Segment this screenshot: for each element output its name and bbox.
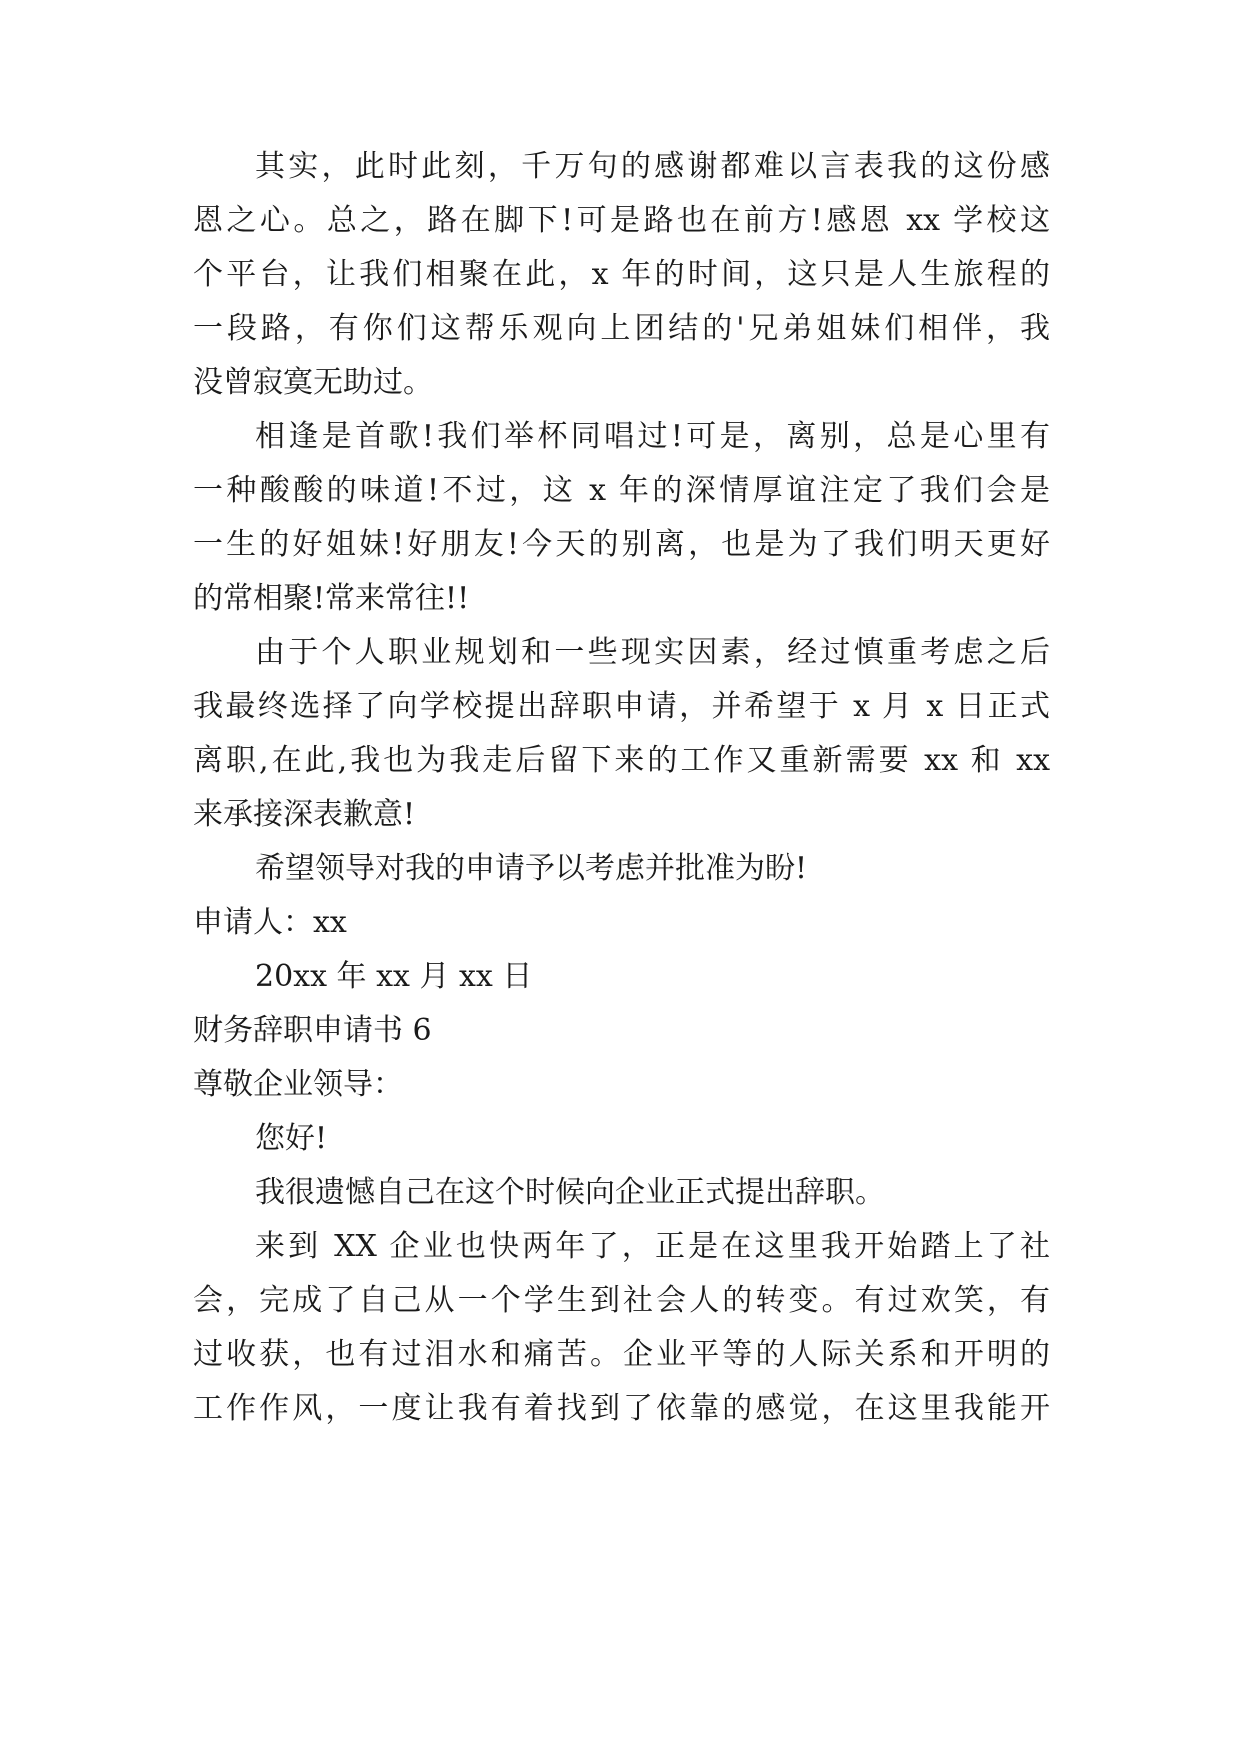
paragraph-line: 来到 XX 企业也快两年了，正是在这里我开始踏上了社 [255, 1229, 1050, 1264]
paragraph-line: 其实，此时此刻，千万句的感谢都难以言表我的这份感 [255, 149, 1050, 184]
applicant-line: 申请人：xx [193, 905, 347, 940]
paragraph-line: 过收获，也有过泪水和痛苦。企业平等的人际关系和开明的 [193, 1337, 1050, 1372]
paragraph-line: 由于个人职业规划和一些现实因素，经过慎重考虑之后 [255, 635, 1050, 670]
paragraph-line: 工作作风，一度让我有着找到了依靠的感觉，在这里我能开 [193, 1391, 1050, 1426]
paragraph-line: 来承接深表歉意! [193, 797, 416, 832]
paragraph-line: 一生的好姐妹!好朋友!今天的别离，也是为了我们明天更好 [193, 527, 1050, 562]
document-title: 财务辞职申请书 6 [193, 1013, 432, 1048]
paragraph-line: 会，完成了自己从一个学生到社会人的转变。有过欢笑，有 [193, 1283, 1050, 1318]
paragraph-line: 恩之心。总之，路在脚下!可是路也在前方!感恩 xx 学校这 [193, 203, 1050, 238]
paragraph-line: 我最终选择了向学校提出辞职申请，并希望于 x 月 x 日正式 [193, 689, 1050, 724]
paragraph-line: 个平台，让我们相聚在此，x 年的时间，这只是人生旅程的 [193, 257, 1050, 292]
paragraph-line: 没曾寂寞无助过。 [193, 365, 433, 400]
paragraph-line: 相逢是首歌!我们举杯同唱过!可是，离别，总是心里有 [255, 419, 1050, 454]
salutation: 尊敬企业领导： [193, 1067, 403, 1102]
date-line: 20xx 年 xx 月 xx 日 [255, 959, 533, 994]
paragraph-line: 一种酸酸的味道!不过，这 x 年的深情厚谊注定了我们会是 [193, 473, 1050, 508]
paragraph-line: 的常相聚!常来常往!! [193, 581, 470, 616]
paragraph-line: 我很遗憾自己在这个时候向企业正式提出辞职。 [255, 1175, 885, 1210]
greeting: 您好! [255, 1121, 328, 1156]
paragraph-line: 离职,在此,我也为我走后留下来的工作又重新需要 xx 和 xx [193, 743, 1050, 778]
paragraph-line: 一段路，有你们这帮乐观向上团结的'兄弟姐妹们相伴，我 [193, 311, 1050, 346]
closing-request: 希望领导对我的申请予以考虑并批准为盼! [255, 851, 808, 886]
